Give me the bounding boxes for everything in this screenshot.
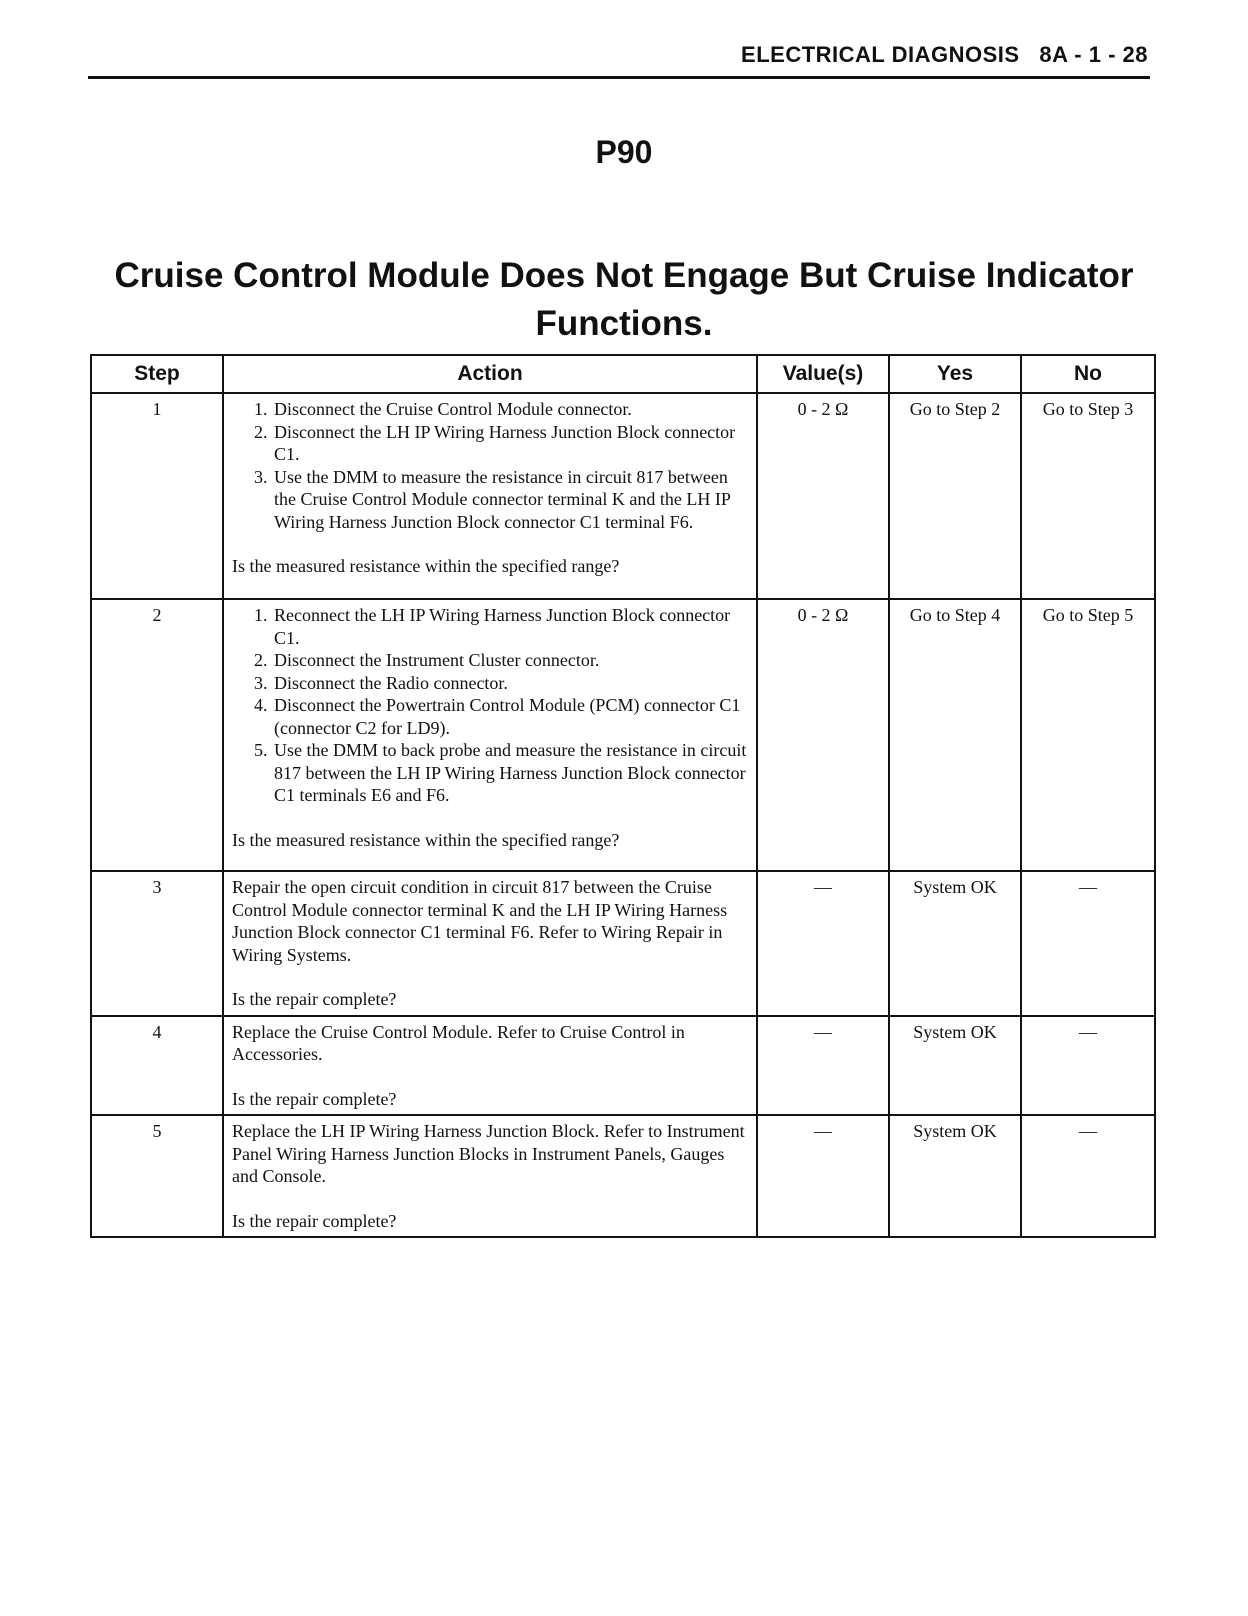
yes-cell: System OK [889, 1115, 1021, 1237]
table-row [91, 599, 1155, 871]
table-row [91, 871, 1155, 1016]
table-row [91, 1016, 1155, 1116]
step-number: 3 [91, 871, 223, 1016]
action-item: 1. Disconnect the Cruise Control Module connector. [272, 398, 748, 421]
column-header-action: Action [223, 355, 757, 393]
action-question: Is the measured resistance within the specified range? [232, 556, 620, 576]
action-list [250, 398, 748, 533]
step-number: 5 [91, 1115, 223, 1237]
action-text: Replace the LH IP Wiring Harness Junction Block. Refer to Instrument Panel Wiring Harness Junction Blocks in Instrument Panels, Gauges and Console. [232, 1121, 745, 1186]
yes-cell: Go to Step 4 [889, 599, 1021, 871]
page-header [88, 40, 1150, 79]
column-header-values: Value(s) [757, 355, 889, 393]
no-cell: Go to Step 5 [1021, 599, 1155, 871]
yes-cell: System OK [889, 1016, 1021, 1116]
no-cell: — [1021, 1115, 1155, 1237]
table-header-row [91, 355, 1155, 393]
column-header-yes: Yes [889, 355, 1021, 393]
action-cell [223, 1115, 757, 1237]
action-item: 5. Use the DMM to back probe and measure the resistance in circuit 817 between the LH IP Wiring Harness Junction Block connector C1 terminals E6 and F6. [272, 739, 748, 807]
action-question: Is the repair complete? [232, 1210, 397, 1231]
yes-cell: Go to Step 2 [889, 393, 1021, 599]
no-cell: — [1021, 1016, 1155, 1116]
table-row [91, 1115, 1155, 1237]
action-list [250, 604, 748, 807]
action-question: Is the repair complete? [232, 989, 397, 1009]
action-question: Is the measured resistance within the specified range? [232, 829, 620, 850]
value-cell: — [757, 1115, 889, 1237]
value-cell: — [757, 871, 889, 1016]
action-item: 2. Disconnect the LH IP Wiring Harness Junction Block connector C1. [272, 421, 748, 466]
page-title: Cruise Control Module Does Not Engage But Cruise Indicator Functions. [114, 256, 1134, 343]
value-cell: — [757, 1016, 889, 1116]
no-cell: — [1021, 871, 1155, 1016]
no-cell: Go to Step 3 [1021, 393, 1155, 599]
value-cell: 0 - 2 Ω [757, 599, 889, 871]
column-header-step: Step [91, 355, 223, 393]
action-cell [223, 1016, 757, 1116]
action-item: 3. Use the DMM to measure the resistance in circuit 817 between the Cruise Control Module connector terminal K and the LH IP Wiring Harness Junction Block connector C1 terminal F6. [272, 466, 748, 534]
action-item: 1. Reconnect the LH IP Wiring Harness Junction Block connector C1. [272, 604, 748, 649]
action-item: 3. Disconnect the Radio connector. [272, 672, 748, 695]
table-row [91, 393, 1155, 599]
action-cell [223, 393, 757, 599]
header-text: ELECTRICAL DIAGNOSIS 8A - 1 - 28 [741, 42, 1148, 67]
action-text: Replace the Cruise Control Module. Refer to Cruise Control in Accessories. [232, 1021, 685, 1064]
action-item: 4. Disconnect the Powertrain Control Module (PCM) connector C1 (connector C2 for LD9). [272, 694, 748, 739]
action-cell [223, 871, 757, 1016]
action-item: 2. Disconnect the Instrument Cluster connector. [272, 649, 748, 672]
page-code: P90 [595, 134, 653, 170]
action-question: Is the repair complete? [232, 1088, 397, 1109]
value-cell: 0 - 2 Ω [757, 393, 889, 599]
column-header-no: No [1021, 355, 1155, 393]
diagnostic-table [90, 354, 1156, 1238]
action-cell [223, 599, 757, 871]
step-number: 2 [91, 599, 223, 871]
step-number: 1 [91, 393, 223, 599]
yes-cell: System OK [889, 871, 1021, 1016]
action-text: Repair the open circuit condition in circuit 817 between the Cruise Control Module connector terminal K and the LH IP Wiring Harness Junction Block connector C1 terminal F6. Refer to Wiring Repair in Wiring Systems. [232, 877, 728, 965]
step-number: 4 [91, 1016, 223, 1116]
